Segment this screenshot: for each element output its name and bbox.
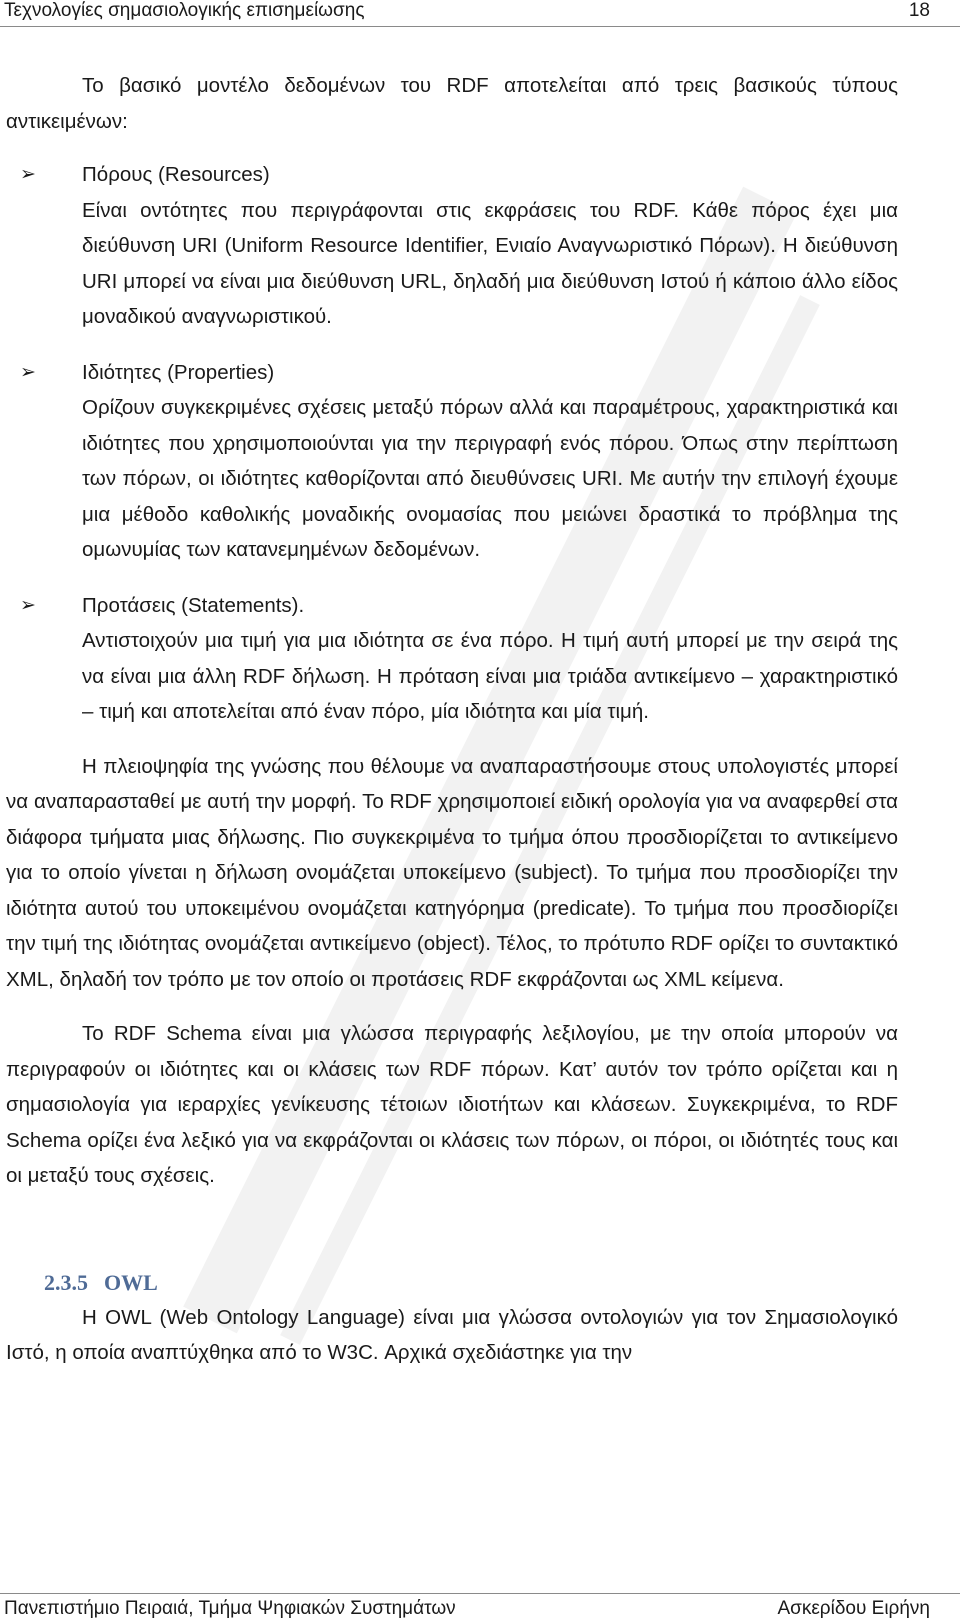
arrow-bullet-icon: ➢	[20, 594, 36, 616]
bullet-body: Είναι οντότητες που περιγράφονται στις εκφράσεις του RDF. Κάθε πόρος έχει μια διεύθυνση URI (Uniform Resource Identifier, Ενιαίο Αναγνωριστικό Πόρων). Η διεύθυνση URI μπορεί να είναι μια διεύθυνση URL, δηλαδή μια διεύθυνση Ιστού ή κάποιο άλλο είδος μοναδικού αναγνωριστικού.	[82, 198, 898, 328]
running-title: Τεχνολογίες σημασιολογικής επισημείωσης	[4, 0, 365, 21]
bullet-body: Ορίζουν συγκεκριμένες σχέσεις μεταξύ πόρων αλλά και παραμέτρους, χαρακτηριστικά και ιδιότητες που χρησιμοποιούνται για την περιγραφή ενός πόρου. Όπως στην περίπτωση των πόρων, οι ιδιότητες καθορίζονται από διευθύνσεις URI. Με αυτήν την επιλογή έχουμε μια μέθοδο καθολικής μοναδικής ονομασίας που μειώνει δραστικά το πρόβλημα της ομωνυμίας των κατανεμημένων δεδομένων.	[82, 396, 898, 561]
arrow-bullet-icon: ➢	[20, 361, 36, 383]
paragraph-rdf-schema: Το RDF Schema είναι μια γλώσσα περιγραφής λεξιλογίου, με την οποία μπορούν να περιγραφούν οι ιδιότητες και οι κλάσεις των RDF πόρων. Κατ’ αυτόν τον τρόπο ορίζεται και η σημασιολογία για ιεραρχίες γενίκευσης τέτοιων ιδιοτήτων και κλάσεων. Συγκεκριμένα, το RDF Schema ορίζει ένα λεξικό για να εκφράζονται οι κλάσεις των πόρων, οι πόροι, οι ιδιότητές τους και οι μεταξύ τους σχέσεις.	[6, 1022, 898, 1187]
arrow-bullet-icon: ➢	[20, 164, 36, 185]
section-title: OWL	[104, 1269, 158, 1295]
footer-university: Πανεπιστήμιο Πειραιά, Τμήμα Ψηφιακών Συστημάτων	[4, 1598, 456, 1619]
paragraph-owl: Η OWL (Web Ontology Language) είναι μια γλώσσα οντολογιών για τον Σημασιολογικό Ιστό, η οποία αναπτύχθηκα από το W3C. Αρχικά σχεδιάστηκε για την	[6, 1305, 898, 1364]
bullet-heading: Πόρους (Resources)	[82, 163, 270, 186]
bullet-properties	[6, 355, 898, 568]
bullet-resources	[6, 157, 898, 335]
page-body	[6, 68, 898, 1371]
footer-author: Ασκερίδου Ειρήνη	[777, 1598, 930, 1619]
section-heading	[6, 1266, 898, 1300]
paragraph-rdf-terms: Η πλειοψηφία της γνώσης που θέλουμε να αναπαραστήσουμε στους υπολογιστές μπορεί να αναπαρασταθεί με αυτή την μορφή. Το RDF χρησιμοποιεί ειδική ορολογία για να αναφερθεί στα διάφορα τμήματα μιας δήλωσης. Πιο συγκεκριμένα το τμήμα όπου προσδιορίζεται το αντικείμενο για το οποίο γίνεται η δήλωση ονομάζεται υποκείμενο (subject). Το τμήμα που προσδιορίζει την ιδιότητα αυτού του υποκειμένου ονομάζεται κατηγόρημα (predicate). Το τμήμα που προσδιορίζει την τιμή της ιδιότητας ονομάζεται αντικείμενο (object). Τέλος, το πρότυπο RDF ορίζει το συντακτικό XML, δηλαδή τον τρόπο με τον οποίο οι προτάσεις RDF εκφράζονται ως XML κείμενα.	[6, 754, 898, 991]
page-header	[0, 0, 960, 27]
bullet-body: Αντιστοιχούν μια τιμή για μια ιδιότητα σε ένα πόρο. Η τιμή αυτή μπορεί με την σειρά της να είναι μια άλλη RDF δήλωση. Η πρόταση είναι μια τριάδα αντικείμενο – χαρακτηριστικό – τιμή και αποτελείται από έναν πόρο, μία ιδιότητα και μία τιμή.	[82, 629, 898, 723]
bullet-heading: Ιδιότητες (Properties)	[82, 360, 275, 384]
page-number: 18	[908, 0, 930, 21]
bullet-statements	[6, 588, 898, 730]
bullet-heading: Προτάσεις (Statements).	[82, 593, 305, 617]
page-footer	[0, 1593, 960, 1622]
section-number: 2.3.5	[44, 1269, 88, 1295]
intro-paragraph: Το βασικό μοντέλο δεδομένων του RDF αποτελείται από τρεις βασικούς τύπους αντικειμένων:	[6, 74, 898, 133]
